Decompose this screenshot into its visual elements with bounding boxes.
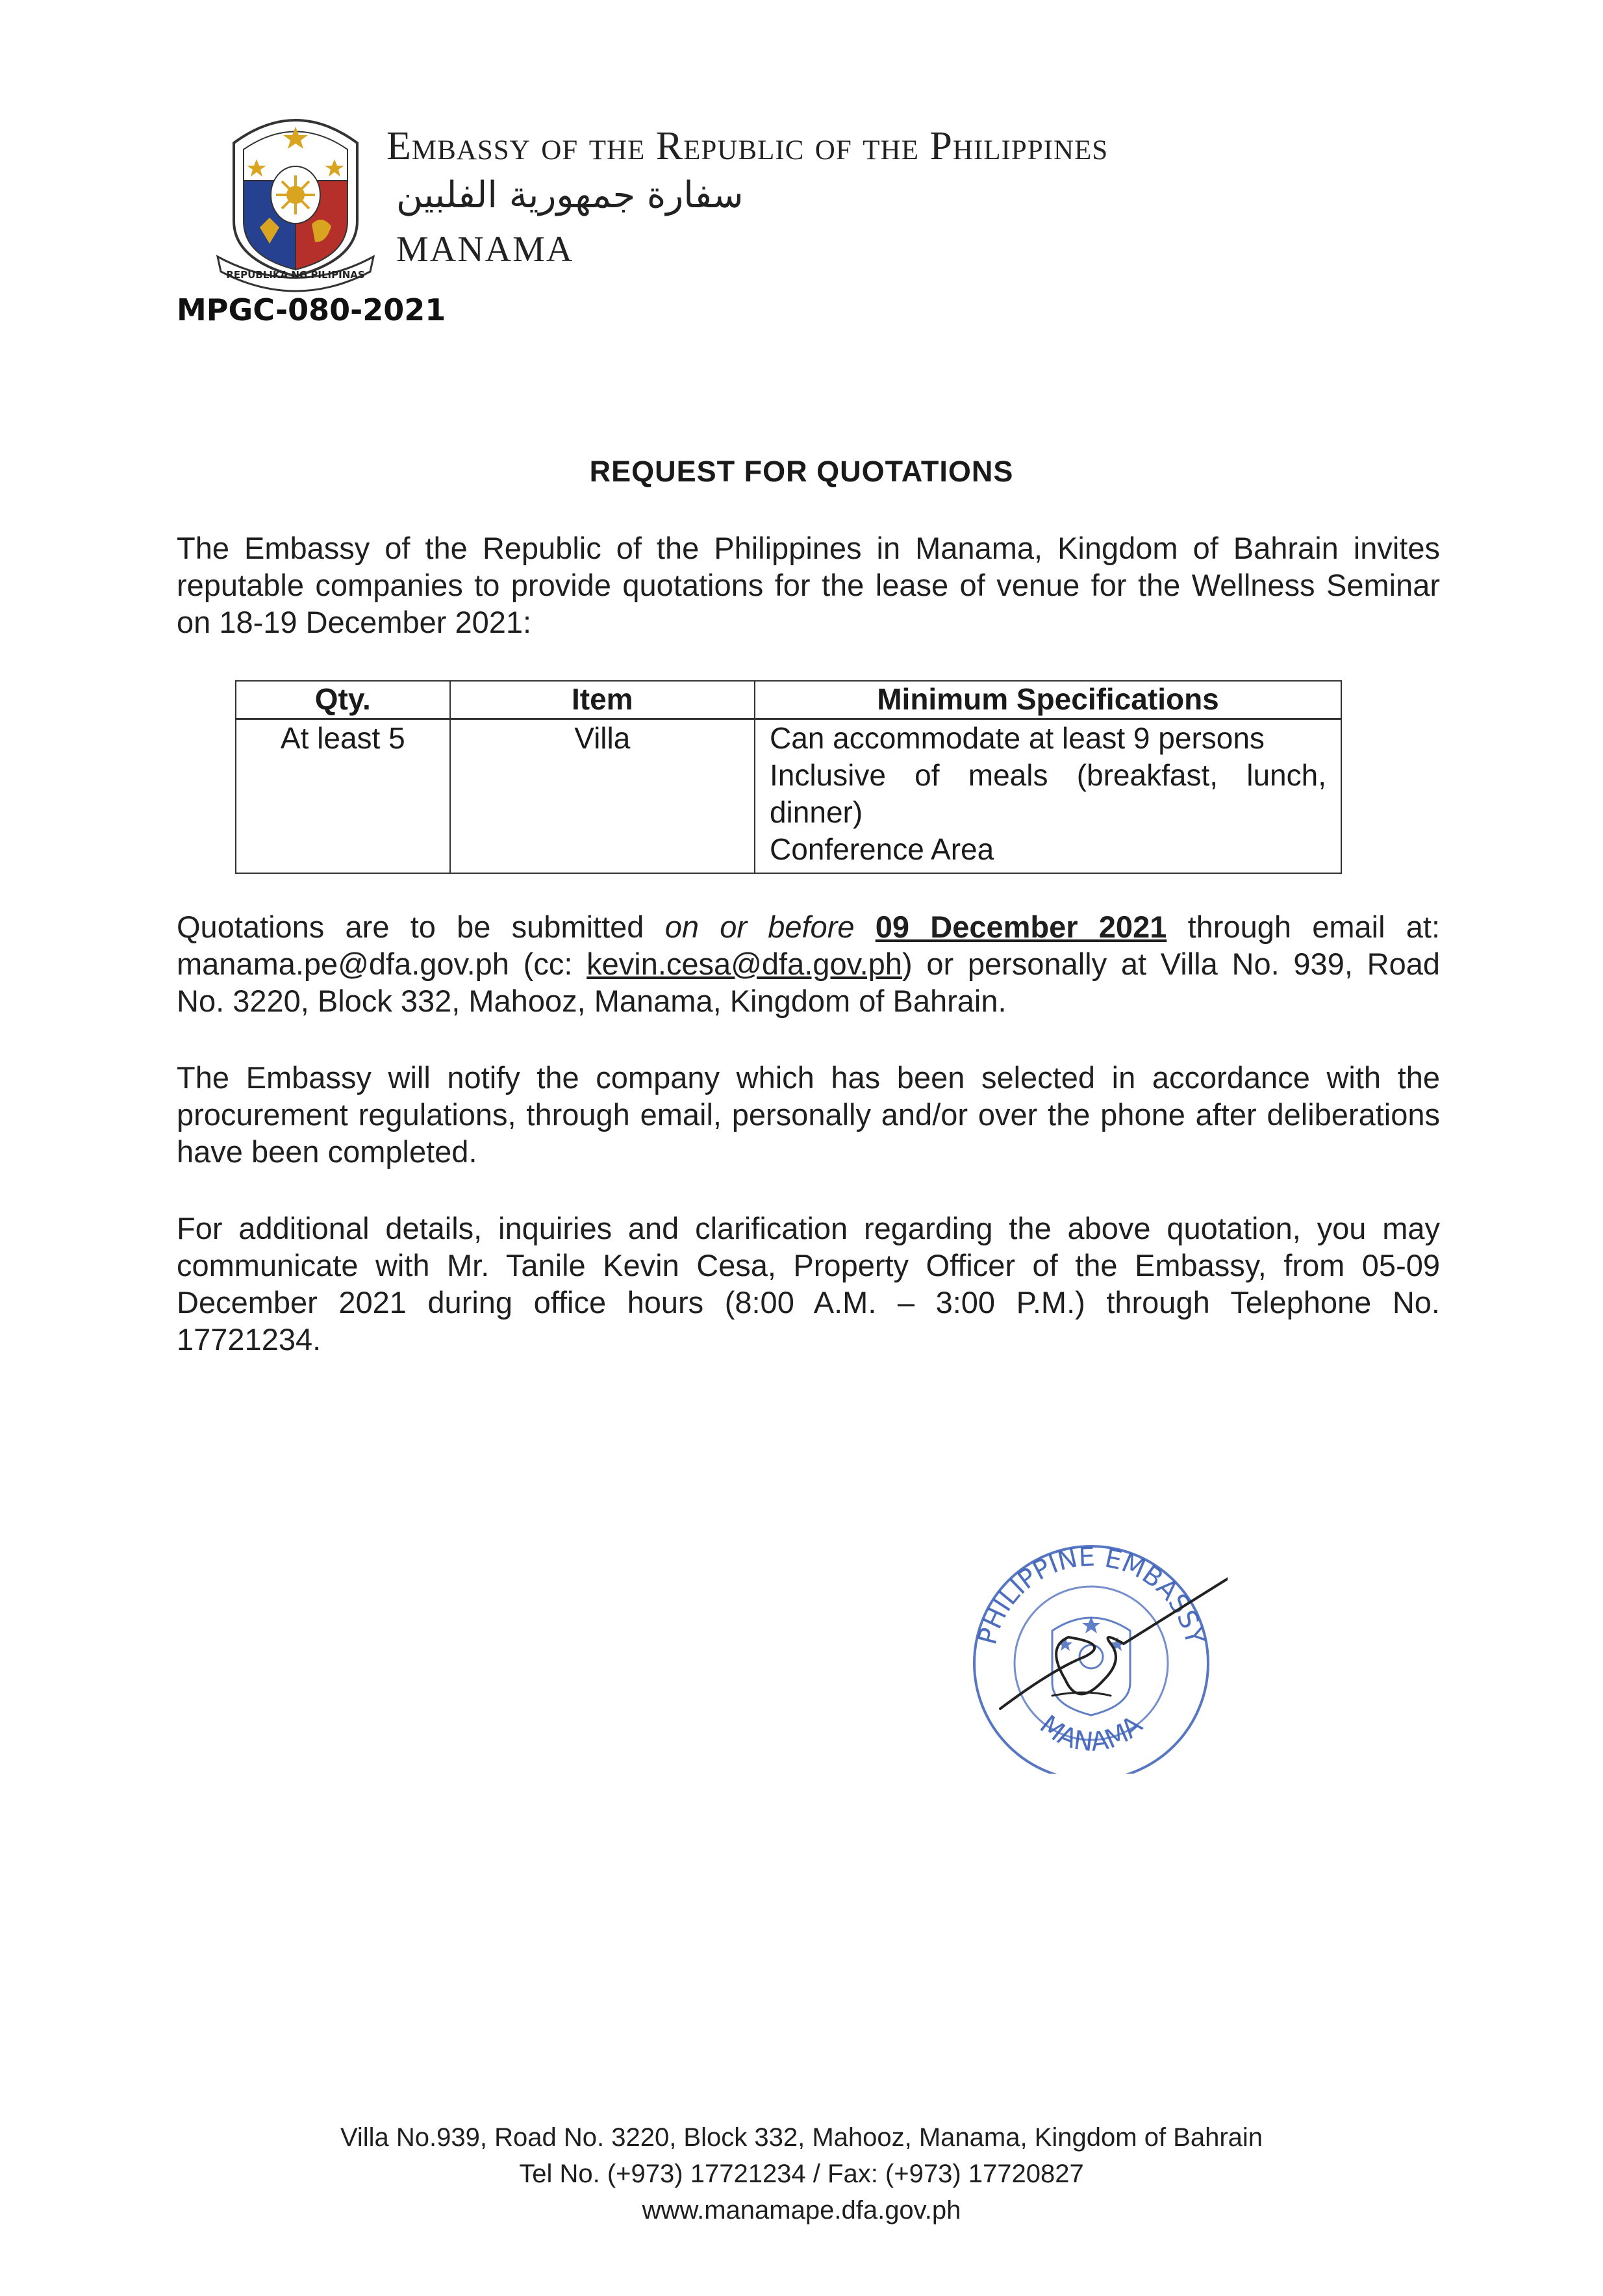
details-paragraph: For additional details, inquiries and clarification regarding the above quotation, you may communicate with Mr. Tanile Kevin Cesa, Property Officer of the Embassy, from 05-09 December 2021 during office hours (8:00 A.M. – 3:00 P.M.) through Telephone No. 17721234. bbox=[177, 1211, 1440, 1357]
specifications-table bbox=[235, 680, 1342, 874]
embassy-stamp bbox=[955, 1540, 1228, 1774]
submission-text-after: ) or personally at Villa No. 939, Road No. 3220, Block 332, Mahooz, Manama, Kingdom of Bahrain. bbox=[177, 947, 1440, 1018]
column-header-specifications: Minimum Specifications bbox=[755, 681, 1341, 719]
cell-qty: At least 5 bbox=[236, 719, 450, 874]
submission-paragraph bbox=[177, 908, 1440, 1019]
philippine-coat-of-arms-seal bbox=[214, 104, 377, 292]
cell-item: Villa bbox=[450, 719, 755, 874]
footer-website[interactable]: www.manamape.dfa.gov.ph bbox=[642, 2196, 961, 2225]
spec-line: Inclusive of meals (breakfast, lunch, dinner) bbox=[769, 758, 1326, 829]
letterhead-arabic: سفارة جمهورية الفلبين bbox=[396, 174, 744, 216]
submission-text-mid: through email at: manama.pe@dfa.gov.ph (cc: bbox=[177, 910, 1441, 981]
intro-paragraph: The Embassy of the Republic of the Philippines in Manama, Kingdom of Bahrain invites reputable companies to provide quotations for the lease of venue for the Wellness Seminar on 18-19 December 2021: bbox=[177, 531, 1440, 639]
column-header-item: Item bbox=[450, 681, 755, 719]
stamp-bottom-text: MANAMA bbox=[1034, 1709, 1148, 1758]
seal-banner-text: REPUBLIKA NG PILIPINAS bbox=[226, 269, 365, 281]
letterhead-title: Embassy of the Republic of the Philippines bbox=[386, 124, 1109, 168]
table-row bbox=[236, 719, 1341, 874]
footer-address: Villa No.939, Road No. 3220, Block 332, Mahooz, Manama, Kingdom of Bahrain bbox=[340, 2123, 1263, 2152]
spec-line: Conference Area bbox=[769, 832, 994, 866]
footer-phone: Tel No. (+973) 17721234 / Fax: (+973) 17720827 bbox=[519, 2160, 1084, 2188]
document-title: REQUEST FOR QUOTATIONS bbox=[589, 455, 1014, 488]
submission-emphasis: on or before bbox=[664, 910, 855, 944]
table-header-row bbox=[236, 681, 1341, 719]
column-header-qty: Qty. bbox=[236, 681, 450, 719]
submission-text-before: Quotations are to be submitted bbox=[177, 910, 644, 944]
cell-specifications bbox=[755, 719, 1341, 874]
letterhead-city: MANAMA bbox=[396, 229, 574, 270]
stamp-top-text: PHILIPPINE EMBASSY bbox=[972, 1542, 1210, 1648]
submission-deadline: 09 December 2021 bbox=[875, 910, 1167, 944]
cc-email-link[interactable]: kevin.cesa@dfa.gov.ph bbox=[587, 947, 902, 981]
reference-number: MPGC-080-2021 bbox=[177, 292, 446, 327]
spec-line: Can accommodate at least 9 persons bbox=[769, 721, 1265, 755]
notify-paragraph: The Embassy will notify the company which has been selected in accordance with the procurement regulations, through email, personally and/or over the phone after deliberations have been completed. bbox=[177, 1060, 1440, 1169]
footer bbox=[0, 2119, 1603, 2228]
